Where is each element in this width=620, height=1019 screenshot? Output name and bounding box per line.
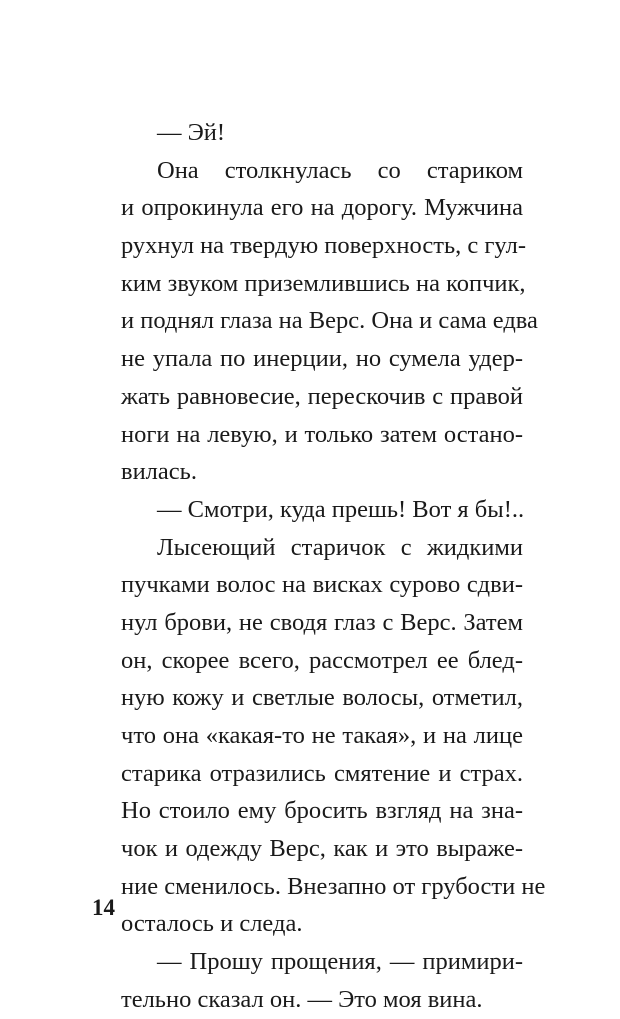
text-line: тельно сказал он. — Это моя вина.: [121, 985, 483, 1013]
text-line: Она столкнулась со стариком: [157, 156, 523, 184]
text-line: — Эй!: [157, 119, 226, 146]
text-line: рухнул на твердую поверхность, с гул-: [121, 232, 526, 260]
text-line: ким звуком приземлившись на копчик,: [121, 269, 526, 297]
text-line: ноги на левую, и только затем остано-: [121, 420, 523, 448]
text-line: ние сменилось. Внезапно от грубости не: [121, 872, 546, 900]
text-line: не упала по инерции, но сумела удер-: [121, 345, 523, 373]
text-line: старика отразились смятение и страх.: [121, 759, 523, 787]
text-line: чок и одежду Верс, как и это выраже-: [121, 835, 523, 863]
text-line: нул брови, не сводя глаз с Верс. Затем: [121, 608, 523, 636]
text-line: ную кожу и светлые волосы, отметил,: [121, 684, 523, 712]
text-line: Но стоило ему бросить взгляд на зна-: [121, 797, 523, 825]
text-line: — Смотри, куда прешь! Вот я бы!..: [157, 495, 525, 523]
text-line: и поднял глаза на Верс. Она и сама едва: [121, 307, 538, 335]
text-line: жать равновесие, перескочив с правой: [121, 382, 523, 410]
text-line: и опрокинула его на дорогу. Мужчина: [121, 194, 523, 222]
text-line: осталось и следа.: [121, 910, 303, 938]
text-line: что она «какая-то не такая», и на лице: [121, 722, 523, 749]
text-line: Лысеющий старичок с жидкими: [157, 533, 523, 561]
text-line: пучками волос на висках сурово сдви-: [121, 571, 523, 599]
page-number: 14: [92, 895, 115, 920]
text-line: он, скорее всего, рассмотрел ее блед-: [121, 646, 523, 674]
body-text: [121, 114, 546, 1019]
text-line: вилась.: [121, 458, 197, 486]
text-line: — Прошу прощения, — примири-: [157, 948, 523, 976]
